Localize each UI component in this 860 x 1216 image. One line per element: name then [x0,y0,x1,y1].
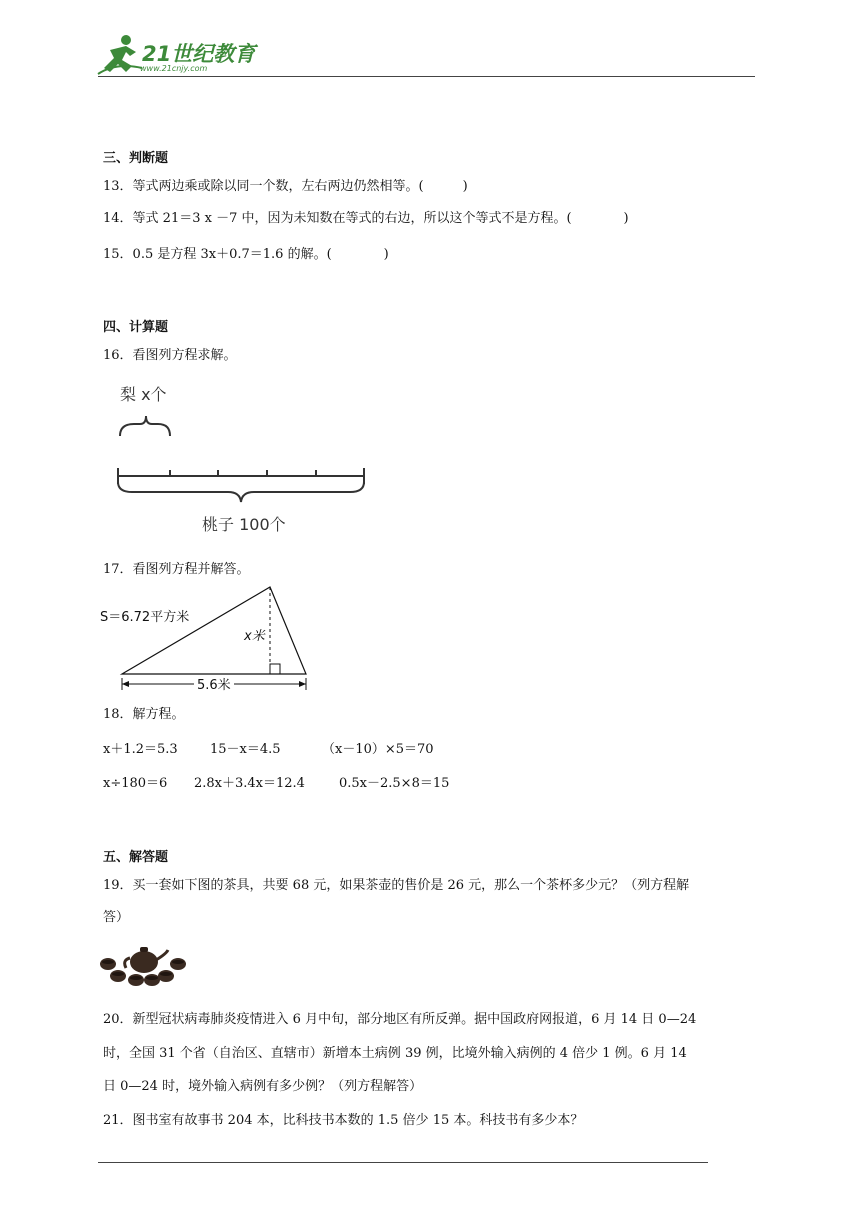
header-rule [98,76,755,77]
pear-brace [120,416,170,436]
question-17: 17．看图列方程并解答。 [103,562,250,577]
question-15: 15．0.5 是方程 3x＋0.7＝1.6 的解。( ) [103,247,389,262]
equation-2: 15－x＝4.5 [210,742,281,757]
question-21: 21．图书室有故事书 204 本，比科技书本数的 1.5 倍少 15 本。科技书有多少本？ [103,1113,584,1128]
runner-logo-icon [96,32,146,78]
question-20-line-1: 20．新型冠状病毒肺炎疫情进入 6 月中旬，部分地区有所反弹。据中国政府网报道，6 月 14 日 0—24 [103,1012,697,1027]
arrow-head [122,681,129,687]
section-5-title: 五、解答题 [103,850,169,865]
footer-rule [98,1162,708,1163]
equation-4: x÷180＝6 [103,776,168,791]
right-angle-mark [270,664,280,674]
equation-3: （x－10）×5＝70 [322,742,434,757]
height-label: x米 [244,629,265,644]
question-20-line-2: 时，全国 31 个省（自治区、直辖市）新增本土病例 39 例，比境外输入病例的 4 倍少 1 例。6 月 14 [103,1046,687,1061]
arrow-head [299,681,306,687]
question-19-line-1: 19．买一套如下图的茶具，共要 68 元，如果茶壶的售价是 26 元，那么一个茶杯多少元？（列方程解 [103,878,690,893]
equation-6: 0.5x－2.5×8＝15 [339,776,450,791]
question-16: 16．看图列方程求解。 [103,348,237,363]
question-14: 14．等式 21＝3 x －7 中，因为未知数在等式的右边，所以这个等式不是方程。( ) [103,211,629,226]
pear-label: 梨 x个 [120,385,167,404]
question-20-line-3: 日 0—24 时，境外输入病例有多少例？（列方程解答） [103,1079,423,1094]
logo-url: www.21cnjy.com [140,64,208,73]
pear-peach-diagram [110,380,380,540]
question-18: 18．解方程。 [103,707,185,722]
equation-1: x＋1.2＝5.3 [103,742,178,757]
question-13: 13．等式两边乘或除以同一个数，左右两边仍然相等。( ) [103,179,468,194]
base-label: 5.6米 [197,678,231,693]
section-4-title: 四、计算题 [103,320,169,335]
section-3-title: 三、判断题 [103,151,169,166]
triangle [122,587,306,674]
equation-5: 2.8x＋3.4x＝12.4 [194,776,305,791]
area-label: S＝6.72平方米 [100,610,190,625]
peach-label: 桃子 100个 [202,515,286,534]
question-19-line-2: 答） [103,910,130,925]
tea-set-image [98,942,190,988]
triangle-diagram [96,578,326,696]
logo-text: 21世纪教育 [142,42,256,66]
peach-brace [118,482,364,502]
